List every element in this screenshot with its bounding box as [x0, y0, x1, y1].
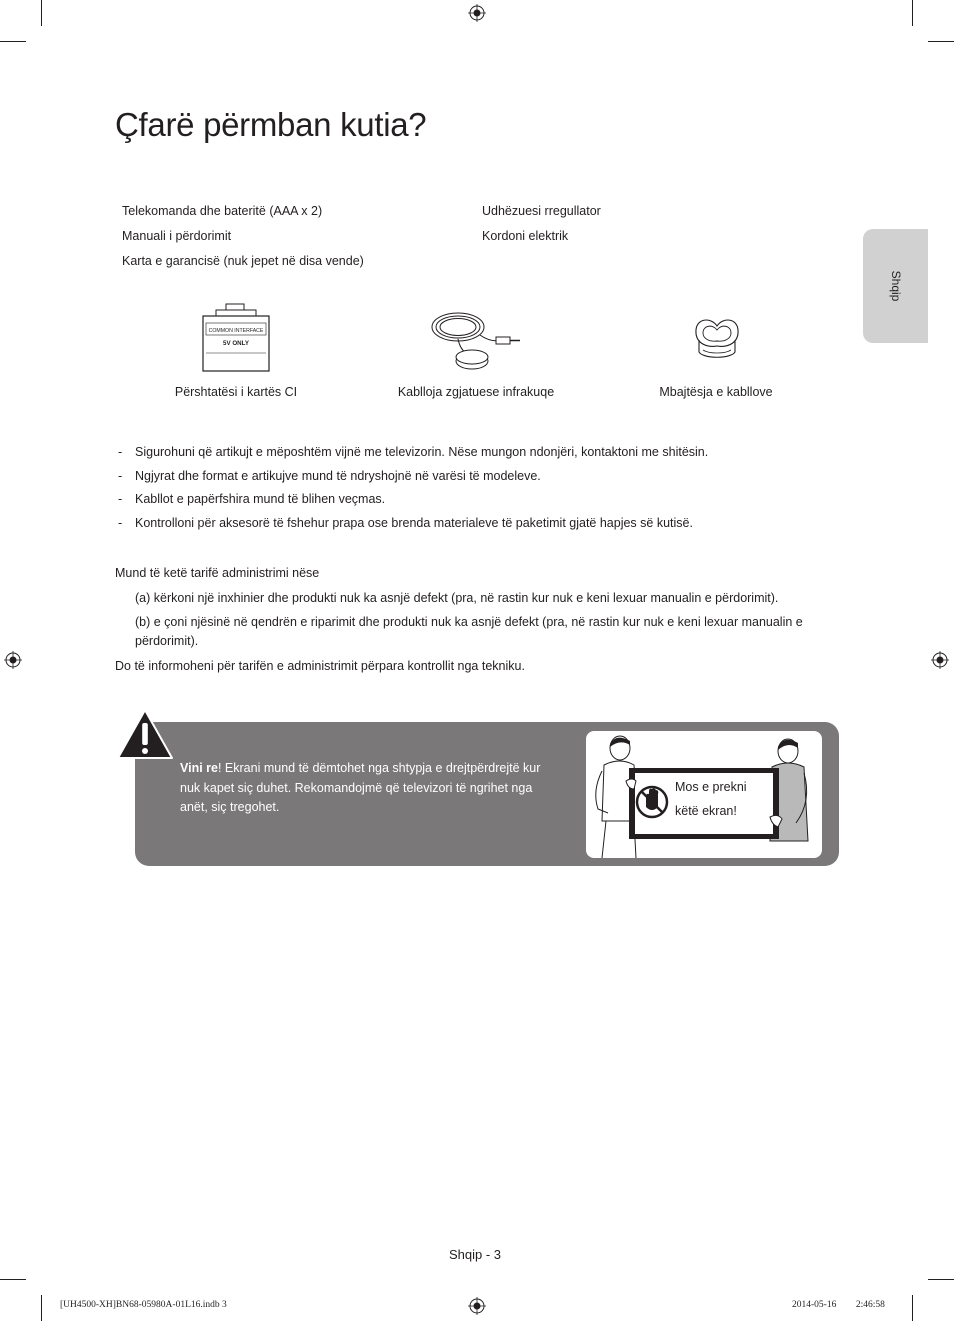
- warning-strong: Vini re: [180, 761, 218, 775]
- people-carrying-tv-drawing: [586, 731, 822, 858]
- contents-item: Kordoni elektrik: [482, 229, 569, 243]
- list-item: [115, 468, 845, 484]
- note-text: Ngjyrat dhe format e artikujve mund të ndryshojnë në varësi të modeleve.: [135, 468, 541, 483]
- contents-item: Udhëzuesi rregullator: [482, 204, 601, 218]
- tv-screen-text-2: këtë ekran!: [675, 804, 737, 818]
- tv-screen-text-1: Mos e prekni: [675, 780, 747, 794]
- crop-mark: [0, 1279, 26, 1280]
- tv-carry-illustration: [586, 731, 822, 858]
- note-text: Sigurohuni që artikujt e mëposhtëm vijnë me televizorin. Nëse mungon ndonjëri, kontaktoni me shitësin.: [135, 445, 709, 459]
- notes-list: [115, 444, 845, 538]
- list-bullet: -: [118, 492, 123, 507]
- warning-triangle-icon: [116, 708, 174, 760]
- accessory-label: Kablloja zgjatuese infrakuqe: [397, 385, 555, 399]
- crop-mark: [41, 0, 42, 26]
- crop-mark: [928, 1279, 954, 1280]
- warning-line-1: ! Ekrani mund të dëmtohet nga shtypja e drejtpërdrejtë kur: [217, 761, 541, 775]
- warning-line: [180, 759, 565, 779]
- warning-text: [180, 759, 565, 818]
- crop-mark: [0, 41, 26, 42]
- registration-mark-icon: [931, 651, 949, 669]
- fee-intro: Mund të ketë tarifë administrimi nëse: [115, 566, 320, 580]
- ci-card-adapter-icon: [200, 303, 272, 373]
- ci-card-label: COMMON INTERFACE: [208, 328, 264, 334]
- list-item: [115, 491, 845, 507]
- accessory-label: Përshtatësi i kartës CI: [174, 385, 298, 399]
- fee-case-b: (b) e çoni njësinë në qendrën e riparimit dhe produkti nuk ka asnjë defekt (pra, në rastin kur nuk e keni lexuar manualin e: [135, 615, 803, 629]
- note-text: Kabllot e papërfshira mund të blihen veçmas.: [135, 492, 386, 507]
- ci-card-label: 5V ONLY: [223, 340, 249, 347]
- ir-extender-cable-icon: [428, 305, 523, 375]
- contents-item: Manuali i përdorimit: [122, 229, 232, 243]
- fee-case-b-cont: përdorimit).: [135, 634, 199, 648]
- crop-mark: [928, 41, 954, 42]
- list-bullet: -: [118, 468, 123, 483]
- language-side-tab: [863, 229, 928, 343]
- crop-mark: [41, 1295, 42, 1321]
- registration-mark-icon: [468, 4, 486, 22]
- contents-item: Telekomanda dhe bateritë (AAA x 2): [122, 204, 323, 218]
- page-title: Çfarë përmban kutia?: [115, 106, 427, 143]
- crop-mark: [912, 1295, 913, 1321]
- language-tab-label: Shqip: [888, 270, 903, 302]
- cable-holder-icon: [693, 316, 741, 362]
- page-number: Shqip - 3: [449, 1247, 502, 1262]
- file-imprint: [UH4500-XH]BN68-05980A-01L16.indb 3: [60, 1300, 227, 1310]
- list-bullet: -: [118, 515, 123, 530]
- list-bullet: -: [118, 445, 123, 459]
- list-item: [115, 444, 845, 460]
- contents-item: Karta e garancisë (nuk jepet në disa vende): [122, 254, 364, 268]
- note-text: Kontrolloni për aksesorë të fshehur prapa ose brenda materialeve të paketimit gjatë hapjes së kutisë.: [135, 515, 693, 530]
- warning-line-2: nuk kapet siç duhet. Rekomandojmë që televizori të ngrihet nga: [180, 780, 533, 795]
- registration-mark-icon: [4, 651, 22, 669]
- list-item: [115, 515, 845, 531]
- date-imprint: 2014-05-16 ￿￿ 2:46:58: [792, 1300, 885, 1310]
- warning-line-3: anët, siç tregohet.: [180, 800, 280, 814]
- fee-outro: Do të informoheni për tarifën e administrimit përpara kontrollit nga tekniku.: [115, 659, 525, 673]
- crop-mark: [912, 0, 913, 26]
- fee-case-a: (a) kërkoni një inxhinier dhe produkti nuk ka asnjë defekt (pra, në rastin kur nuk e keni lexuar manualin e përdorimit).: [135, 591, 779, 605]
- registration-mark-icon: [468, 1297, 486, 1315]
- accessory-label: Mbajtësja e kabllove: [659, 385, 773, 399]
